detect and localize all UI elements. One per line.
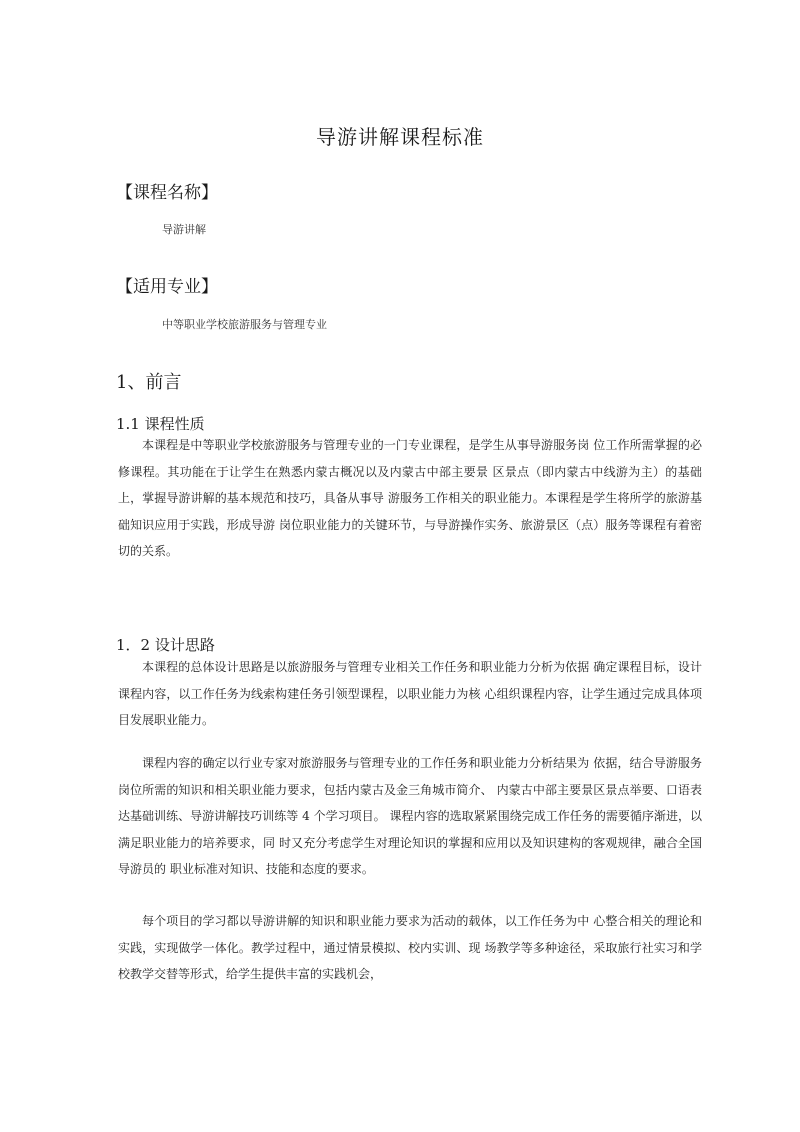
course-name-heading: 【课程名称】 xyxy=(116,183,218,203)
major-value: 中等职业学校旅游服务与管理专业 xyxy=(162,318,327,331)
section-1-1-paragraph: 本课程是中等职业学校旅游服务与管理专业的一门专业课程，是学生从事导游服务岗 位工作所需掌握的必修课程。其功能在于让学生在熟悉内蒙古概况以及内蒙古中部主要景 区景点（即内蒙古中线游为主）的基础上，掌握导游讲解的基本规范和技巧，具备从事导 游服务工作相关的职业能力。本课程是学生将所学的旅游基础知识应用于实践，形成导游 岗位职业能力的关键环节，与导游操作实务、旅游景区（点）服务等课程有着密切的关系。 xyxy=(118,438,702,558)
section-1-1-heading: 1.1 课程性质 xyxy=(116,415,205,433)
section-1-2-heading: 1．2 设计思路 xyxy=(116,636,215,654)
document-title: 导游讲解课程标准 xyxy=(316,125,484,149)
section-1-2-paragraph-1: 本课程的总体设计思路是以旅游服务与管理专业相关工作任务和职业能力分析为依据 确定课程目标，设计课程内容，以工作任务为线索构建任务引领型课程，以职业能力为核 心组织课程内容，让学生通过完成具体项目发展职业能力。 xyxy=(118,660,702,727)
section-1-heading: 1、前言 xyxy=(116,372,182,393)
major-heading: 【适用专业】 xyxy=(116,277,218,297)
section-1-2-paragraph-3: 每个项目的学习都以导游讲解的知识和职业能力要求为活动的载体，以工作任务为中 心整合相关的理论和实践，实现做学一体化。教学过程中，通过情景模拟、校内实训、现 场教学等多种途径，采取旅行社实习和学校教学交替等形式，给学生提供丰富的实践机会， xyxy=(118,914,702,981)
course-name-value: 导游讲解 xyxy=(162,223,206,236)
section-1-2-paragraph-2: 课程内容的确定以行业专家对旅游服务与管理专业的工作任务和职业能力分析结果为 依据，结合导游服务岗位所需的知识和相关职业能力要求，包括内蒙古及金三角城市简介、 内蒙古中部主要景区景点举要、口语表达基础训练、导游讲解技巧训练等 4 个学习项目。 课程内容的选取紧紧围绕完成工作任务的需要循序渐进，以满足职业能力的培养要求，同 时又充分考虑学生对理论知识的掌握和应用以及知识建构的客观规律，融合全国导游员的 职业标准对知识、技能和态度的要求。 xyxy=(118,756,702,876)
